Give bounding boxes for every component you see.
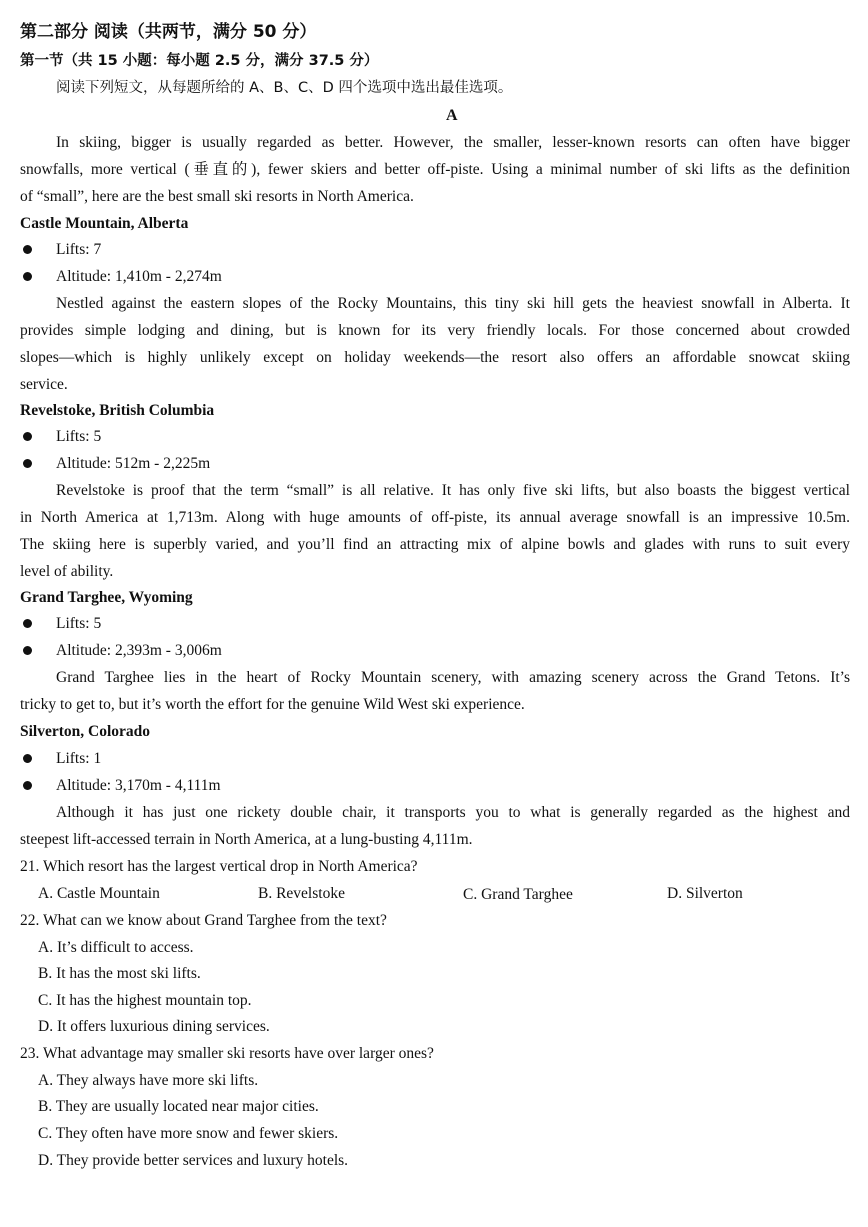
resort-lifts: Lifts: 1 <box>56 750 102 767</box>
answer-option[interactable]: D. They provide better services and luxury hotels. <box>38 1152 349 1169</box>
bullet-icon <box>23 781 32 790</box>
bullet-icon <box>23 432 32 441</box>
resort-name: Castle Mountain, Alberta <box>20 215 189 232</box>
answer-option[interactable]: D. Silverton <box>667 885 743 902</box>
intro-line: snowfalls, more vertical (垂直的), fewer skiers and better off-piste. Using a minimal number of ski lifts as the definition <box>20 161 850 178</box>
bullet-icon <box>23 245 32 254</box>
resort-lifts: Lifts: 7 <box>56 241 102 258</box>
part-title: 第二部分 阅读（共两节，满分 50 分） <box>20 22 317 42</box>
resort-name: Grand Targhee, Wyoming <box>20 589 193 606</box>
bullet-icon <box>23 459 32 468</box>
resort-desc-line: steepest lift-accessed terrain in North America, at a lung-busting 4,111m. <box>20 831 473 848</box>
resort-altitude: Altitude: 2,393m - 3,006m <box>56 642 222 659</box>
question-stem: 22. What can we know about Grand Targhee from the text? <box>20 912 387 929</box>
answer-option[interactable]: C. Grand Targhee <box>463 886 573 903</box>
resort-desc-line: Nestled against the eastern slopes of the Rocky Mountains, this tiny ski hill gets the heaviest snowfall in Alberta. It <box>56 295 850 312</box>
question-stem: 21. Which resort has the largest vertical drop in North America? <box>20 858 418 875</box>
answer-option[interactable]: C. It has the highest mountain top. <box>38 992 252 1009</box>
resort-altitude: Altitude: 1,410m - 2,274m <box>56 268 222 285</box>
answer-option[interactable]: C. They often have more snow and fewer skiers. <box>38 1125 339 1142</box>
answer-option[interactable]: B. It has the most ski lifts. <box>38 965 201 982</box>
intro-line: of “small”, here are the best small ski resorts in North America. <box>20 188 414 205</box>
passage-label: A <box>446 107 458 124</box>
resort-desc-line: Revelstoke is proof that the term “small” is all relative. It has only five ski lifts, but also boasts the biggest vertical <box>56 482 850 499</box>
bullet-icon <box>23 619 32 628</box>
question-stem: 23. What advantage may smaller ski resorts have over larger ones? <box>20 1045 434 1062</box>
resort-desc-line: in North America at 1,713m. Along with huge amounts of off-piste, its annual average snowfall is an impressive 10.5m. <box>20 509 850 526</box>
resort-desc-line: slopes—which is highly unlikely except on holiday weekends—the resort also offers an affordable snowcat skiing <box>20 349 850 366</box>
resort-name: Revelstoke, British Columbia <box>20 402 215 419</box>
instruction-text: 阅读下列短文，从每题所给的 A、B、C、D 四个选项中选出最佳选项。 <box>56 80 513 96</box>
resort-lifts: Lifts: 5 <box>56 615 102 632</box>
resort-lifts: Lifts: 5 <box>56 428 102 445</box>
answer-option[interactable]: A. It’s difficult to access. <box>38 939 194 956</box>
answer-option[interactable]: A. Castle Mountain <box>38 885 160 902</box>
answer-option[interactable]: D. It offers luxurious dining services. <box>38 1018 270 1035</box>
answer-option[interactable]: A. They always have more ski lifts. <box>38 1072 259 1089</box>
resort-desc-line: Although it has just one rickety double chair, it transports you to what is generally regarded as the highest and <box>56 804 850 821</box>
intro-line: In skiing, bigger is usually regarded as better. However, the smaller, lesser-known resorts can often have bigger <box>56 134 850 151</box>
resort-desc-line: tricky to get to, but it’s worth the effort for the genuine Wild West ski experience. <box>20 696 525 713</box>
resort-desc-line: The skiing here is superbly varied, and you’ll find an attracting mix of alpine bowls and glades with runs to suit every <box>20 536 850 553</box>
bullet-icon <box>23 646 32 655</box>
resort-altitude: Altitude: 512m - 2,225m <box>56 455 211 472</box>
answer-option[interactable]: B. Revelstoke <box>258 885 345 902</box>
bullet-icon <box>23 754 32 763</box>
resort-desc-line: Grand Targhee lies in the heart of Rocky Mountain scenery, with amazing scenery across the Grand Tetons. It’s <box>56 669 850 686</box>
resort-desc-line: provides simple lodging and dining, but is known for its very friendly locals. For those concerned about crowded <box>20 322 850 339</box>
resort-desc-line: level of ability. <box>20 563 114 580</box>
section-title: 第一节（共 15 小题：每小题 2.5 分，满分 37.5 分） <box>20 53 379 69</box>
answer-option[interactable]: B. They are usually located near major cities. <box>38 1098 319 1115</box>
resort-altitude: Altitude: 3,170m - 4,111m <box>56 777 221 794</box>
resort-desc-line: service. <box>20 376 68 393</box>
resort-name: Silverton, Colorado <box>20 723 151 740</box>
bullet-icon <box>23 272 32 281</box>
